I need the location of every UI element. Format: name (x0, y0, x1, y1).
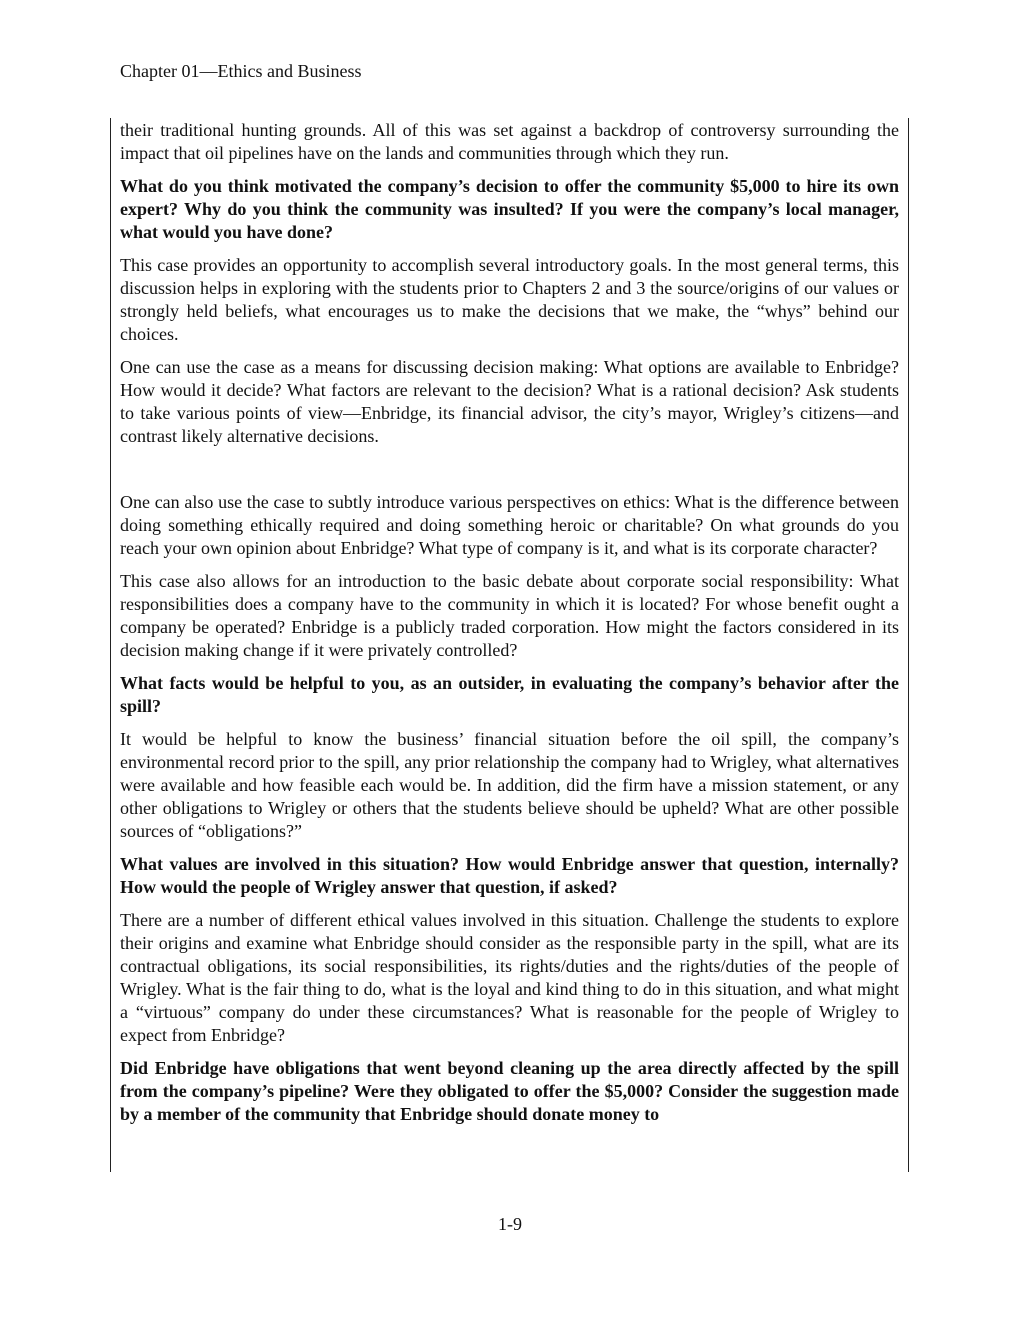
page-header: Chapter 01—Ethics and Business (120, 61, 362, 81)
paragraph-decision-making: One can use the case as a means for discussing decision making: What options are available to Enbridge? How would it decide? What factors are relevant to the decision? What is a rational decision? Ask students to take various points of view—Enbridge, its financial advisor, the city’s mayor, Wrigley’s citizens—and contrast likely alternative decisions. (120, 357, 899, 446)
question-helpful-facts: What facts would be helpful to you, as an outsider, in evaluating the company’s behavior after the spill? (120, 673, 899, 716)
question-obligations: Did Enbridge have obligations that went beyond cleaning up the area directly affected by the spill from the company’s pipeline? Were they obligated to offer the $5,000? Consider the suggestion made by a member of the community that Enbridge should donate money to (120, 1058, 899, 1124)
question-values-involved: What values are involved in this situation? How would Enbridge answer that question, internally? How would the people of Wrigley answer that question, if asked? (120, 854, 899, 897)
paragraph-introductory-goals: This case provides an opportunity to accomplish several introductory goals. In the most general terms, this discussion helps in exploring with the students prior to Chapters 2 and 3 the source/origins of our values or strongly held beliefs, what encourages us to make the decisions that we make, the “whys” behind our choices. (120, 255, 899, 344)
paragraph-social-responsibility: This case also allows for an introduction to the basic debate about corporate social responsibility: What responsibilities does a company have to the community in which it is located? For whose benefit ought a company be operated? Enbridge is a publicly traded corporation. How might the factors considered in its decision making change if it were privately controlled? (120, 571, 899, 660)
paragraph-ethical-values-answer: There are a number of different ethical values involved in this situation. Challenge the students to explore their origins and examine what Enbridge should consider as the responsible party in the spill, what are its contractual obligations, its social responsibilities, its rights/duties and the rights/duties of the people of Wrigley. What is the fair thing to do, what is the loyal and kind thing to do in this situation, and what might a “virtuous” company do under these circumstances? What is reasonable for the people of Wrigley to expect from Enbridge? (120, 910, 899, 1045)
paragraph-helpful-facts-answer: It would be helpful to know the business’ financial situation before the oil spill, the company’s environmental record prior to the spill, any prior relationship the company had to Wrigley, what alternatives were available and how feasible each would be. In addition, did the firm have a mission statement, or any other obligations to Wrigley or others that the students believe should be upheld? What are other possible sources of “obligations?” (120, 729, 899, 841)
paragraph-ethics-perspectives: One can also use the case to subtly introduce various perspectives on ethics: What is the difference between doing something ethically required and doing something heroic or charitable? On what grounds do you reach your own opinion about Enbridge? What type of company is it, and what is its corporate character? (120, 492, 899, 558)
page-body (120, 119, 899, 1136)
question-motivation: What do you think motivated the company’s decision to offer the community $5,000 to hire its own expert? Why do you think the community was insulted? If you were the company’s local manager, what would you have done? (120, 176, 899, 242)
paragraph-hunting-grounds: their traditional hunting grounds. All of this was set against a backdrop of controversy surrounding the impact that oil pipelines have on the lands and communities through which they run. (120, 120, 899, 163)
page-number: 1-9 (498, 1214, 522, 1234)
